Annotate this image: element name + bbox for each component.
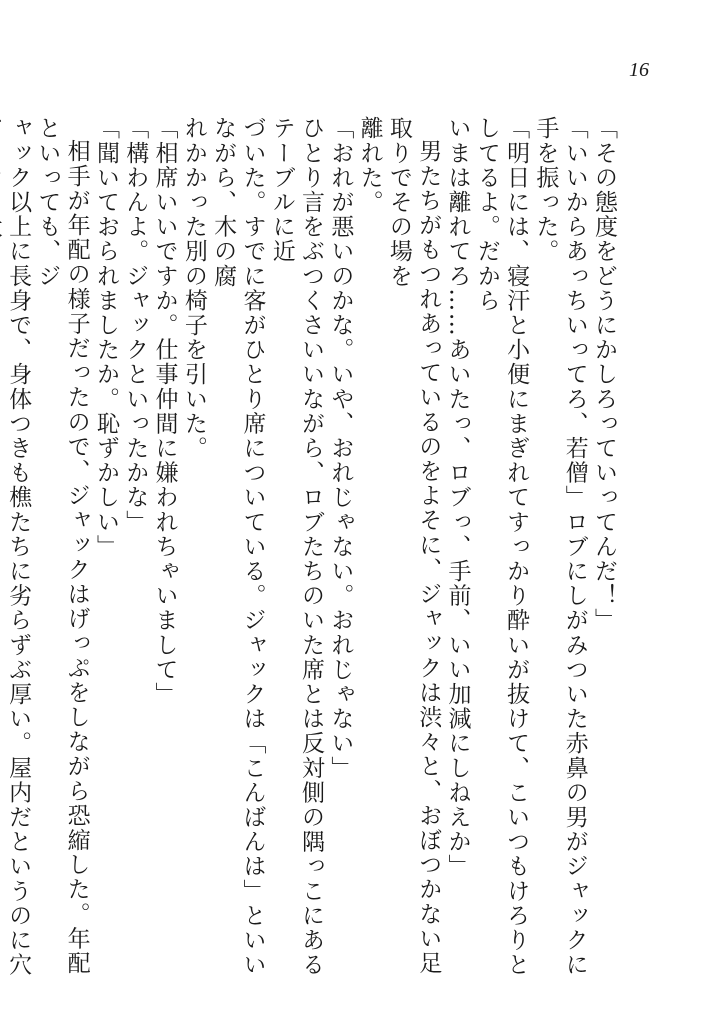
novel-body-text	[5, 116, 618, 986]
page-number: 16	[629, 59, 649, 81]
text-line: 「いいからあっちいってろ、若僧」ロブにしがみついた赤鼻の男がジャックに手を振った。	[532, 116, 588, 977]
text-line: 相手が年配の様子だったので、ジャックはげっぷをしながら恐縮した。年配といっても、ジ	[34, 116, 90, 976]
text-line: ひとり言をぶつくさいいながら、ロブたちのいた席とは反対側の隅っこにあるテーブルに近	[268, 116, 325, 977]
text-line: 「構わんよ。ジャックといったかな」	[122, 116, 149, 535]
text-line: 「相席いいですか。仕事仲間に嫌われちゃいまして」	[151, 116, 178, 707]
text-line: ャック以上に長身で、身体つきも樵たちに劣らずぶ厚い。屋内だというのに穴	[5, 116, 32, 977]
text-line: いまは離れてろ……あいたっ、ロブっ、手前、いい加減にしねえか」	[444, 116, 471, 879]
text-line: 「その態度をどうにかしろっていってんだ！」	[591, 116, 617, 633]
text-line: づいた。すでに客がひとり席についている。ジャックは「こんばんは」といいながら、木の腐	[210, 116, 266, 977]
text-line: れかかった別の椅子を引いた。	[180, 116, 207, 461]
text-line: 「おれが悪いのかな。いや、おれじゃない。おれじゃない」	[327, 116, 354, 781]
text-line: 離れた。	[356, 116, 383, 215]
text-line: 男たちがもつれあっているのをよそに、ジャックは渋々と、おぼつかない足取りでその場を	[385, 116, 442, 976]
text-line: 「聞いておられましたか。恥ずかしい」	[92, 116, 119, 559]
text-line: 「明日には、寝汗と小便にまぎれてすっかり酔いが抜けて、こいつもけろりとしてるよ。だから	[473, 116, 530, 977]
